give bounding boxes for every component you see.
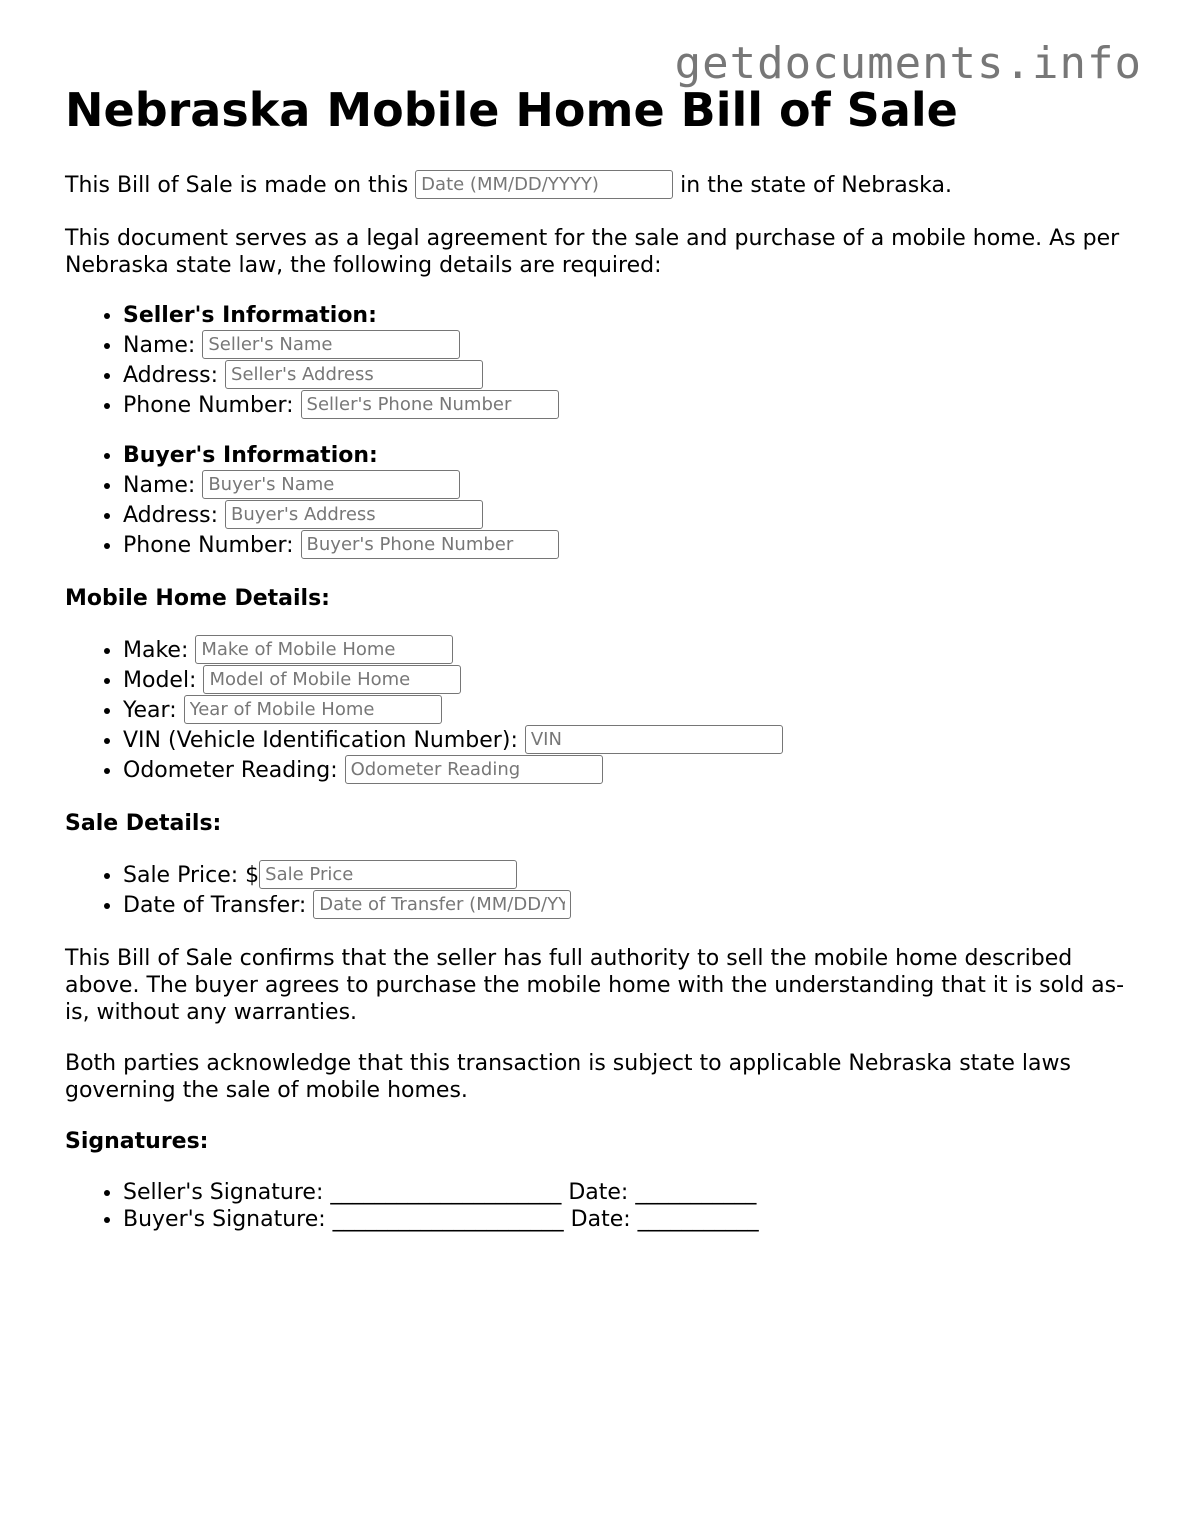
mobile-home-details-list	[65, 636, 1125, 786]
buyer-info-heading: Buyer's Information:	[123, 443, 378, 468]
odometer-label: Odometer Reading:	[123, 758, 338, 783]
buyer-name-label: Name:	[123, 473, 196, 498]
sale-details-heading: Sale Details:	[65, 811, 222, 836]
buyer-address-field[interactable]	[225, 500, 483, 529]
model-field[interactable]	[203, 665, 461, 694]
document-page	[65, 82, 1125, 1257]
seller-phone-field[interactable]	[301, 390, 559, 419]
buyer-phone-label: Phone Number:	[123, 533, 294, 558]
sale-price-label: Sale Price: $	[123, 863, 260, 888]
seller-address-label: Address:	[123, 363, 219, 388]
make-label: Make:	[123, 638, 189, 663]
model-label: Model:	[123, 668, 197, 693]
intro-after-text: in the state of Nebraska.	[680, 173, 953, 198]
watermark: getdocuments.info	[674, 38, 1142, 89]
seller-name-field[interactable]	[202, 330, 460, 359]
year-label: Year:	[123, 698, 177, 723]
buyer-info-list	[65, 441, 1125, 561]
seller-signature-line: • Seller's Signature: _____________________ Date: ___________	[123, 1179, 1125, 1206]
page-title: Nebraska Mobile Home Bill of Sale	[65, 83, 958, 137]
signatures-heading: Signatures:	[65, 1129, 209, 1154]
year-field[interactable]	[184, 695, 442, 724]
seller-name-label: Name:	[123, 333, 196, 358]
authority-paragraph: This Bill of Sale confirms that the seller has full authority to sell the mobile home described above. The buyer agrees to purchase the mobile home with the understanding that it is sold as-is, without any warranties.	[65, 946, 1125, 1025]
buyer-signature-line: • Buyer's Signature: _____________________ Date: ___________	[123, 1206, 1125, 1233]
signatures-list	[65, 1179, 1125, 1233]
buyer-name-field[interactable]	[202, 470, 460, 499]
buyer-phone-field[interactable]	[301, 530, 559, 559]
buyer-address-label: Address:	[123, 503, 219, 528]
vin-label: VIN (Vehicle Identification Number):	[123, 728, 518, 753]
transfer-date-label: Date of Transfer:	[123, 893, 307, 918]
odometer-field[interactable]	[345, 755, 603, 784]
intro-before-text: This Bill of Sale is made on this	[65, 173, 409, 198]
vin-field[interactable]	[525, 725, 783, 754]
seller-info-list	[65, 301, 1125, 421]
seller-phone-label: Phone Number:	[123, 393, 294, 418]
make-field[interactable]	[195, 635, 453, 664]
sale-date-field[interactable]	[415, 170, 673, 199]
mobile-home-details-heading: Mobile Home Details:	[65, 586, 330, 611]
seller-info-heading: Seller's Information:	[123, 303, 377, 328]
intro-paragraph	[65, 172, 1125, 199]
seller-address-field[interactable]	[225, 360, 483, 389]
intro-agreement-paragraph: This document serves as a legal agreement for the sale and purchase of a mobile home. As per Nebraska state law, the following details are required:	[65, 226, 1120, 278]
transfer-date-field[interactable]	[313, 890, 571, 919]
acknowledgement-paragraph: Both parties acknowledge that this transaction is subject to applicable Nebraska state laws governing the sale of mobile homes.	[65, 1051, 1071, 1103]
sale-details-list	[65, 861, 1125, 921]
sale-price-field[interactable]	[259, 860, 517, 889]
